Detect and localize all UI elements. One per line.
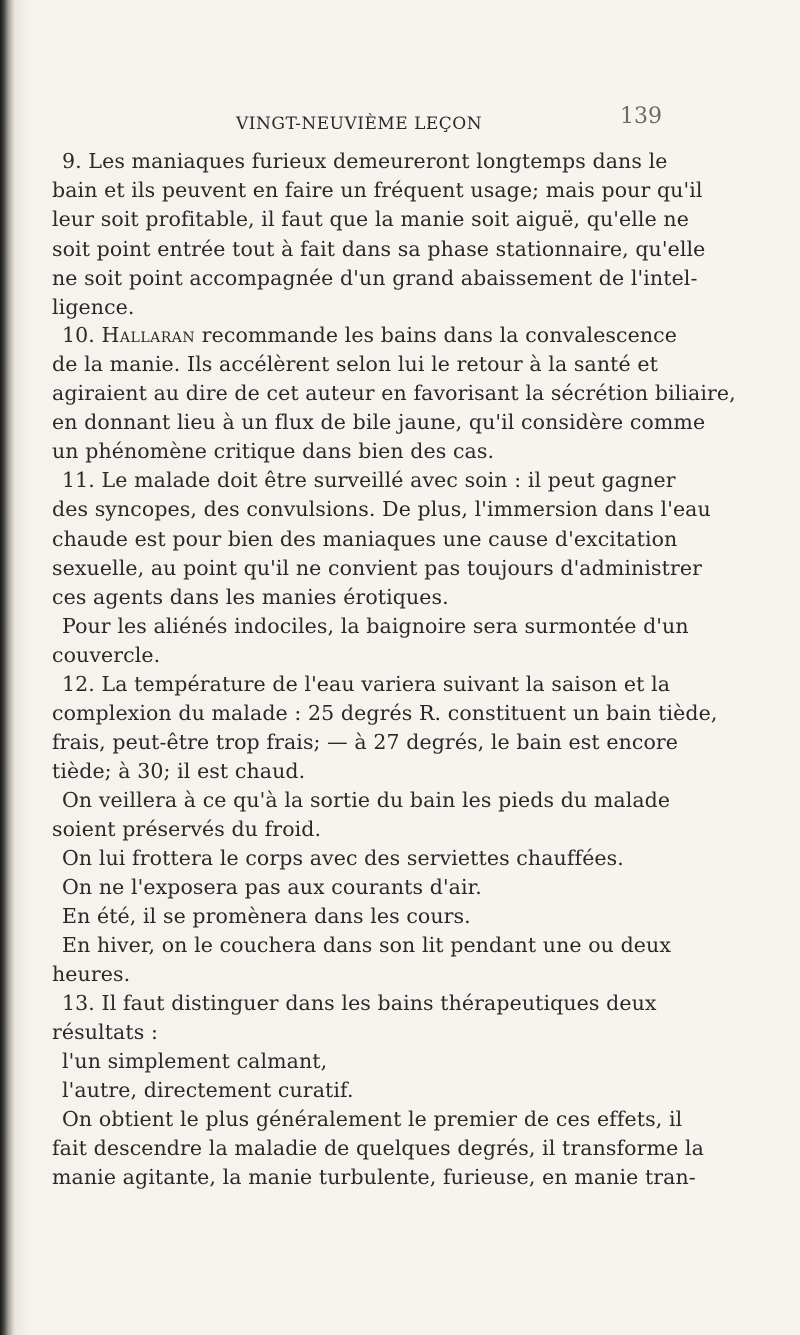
text-line: ligence.: [52, 295, 135, 319]
text-line: agiraient au dire de cet auteur en favorisant la sécrétion biliaire,: [52, 381, 736, 405]
text-line-hallaran: 10. Hallaran recommande les bains dans la convalescence: [62, 323, 677, 347]
text-line: On lui frottera le corps avec des serviettes chauffées.: [62, 846, 624, 870]
text-line: de la manie. Ils accélèrent selon lui le retour à la santé et: [52, 352, 658, 376]
text-line: bain et ils peuvent en faire un fréquent usage; mais pour qu'il: [52, 178, 703, 202]
text-line: Pour les aliénés indociles, la baignoire sera surmontée d'un: [62, 614, 689, 638]
text-line: fait descendre la maladie de quelques degrés, il transforme la: [52, 1136, 704, 1160]
text-line: sexuelle, au point qu'il ne convient pas toujours d'administrer: [52, 556, 702, 580]
binding-shadow: [0, 0, 14, 1335]
text-line: On obtient le plus généralement le premier de ces effets, il: [62, 1107, 683, 1131]
text-line: ces agents dans les manies érotiques.: [52, 585, 449, 609]
text-line: frais, peut-être trop frais; — à 27 degrés, le bain est encore: [52, 730, 679, 754]
text-line: un phénomène critique dans bien des cas.: [52, 439, 495, 463]
text-line-hallaran-rest: recommande les bains dans la convalescence: [195, 323, 677, 347]
text-line: On veillera à ce qu'à la sortie du bain les pieds du malade: [62, 788, 671, 812]
text-line: l'autre, directement curatif.: [62, 1078, 354, 1102]
author-name-hallaran: Hallaran: [101, 323, 196, 347]
text-line: soit point entrée tout à fait dans sa phase stationnaire, qu'elle: [52, 237, 706, 261]
running-title: VINGT-NEUVIÈME LEÇON: [236, 114, 483, 134]
text-line: En été, il se promènera dans les cours.: [62, 904, 471, 928]
text-line: ne soit point accompagnée d'un grand abaissement de l'intel-: [52, 266, 698, 290]
text-line: On ne l'exposera pas aux courants d'air.: [62, 875, 482, 899]
page-header: [0, 104, 800, 134]
text-line: tiède; à 30; il est chaud.: [52, 759, 306, 783]
page-number: 139: [620, 104, 662, 129]
text-line: 12. La température de l'eau variera suivant la saison et la: [62, 672, 671, 696]
text-line: manie agitante, la manie turbulente, furieuse, en manie tran-: [52, 1165, 696, 1189]
text-line: chaude est pour bien des maniaques une cause d'excitation: [52, 527, 678, 551]
text-line: des syncopes, des convulsions. De plus, l'immersion dans l'eau: [52, 497, 711, 521]
text-line: couvercle.: [52, 643, 161, 667]
text-line: soient préservés du froid.: [52, 817, 322, 841]
text-line: leur soit profitable, il faut que la manie soit aiguë, qu'elle ne: [52, 207, 689, 231]
text-line: l'un simplement calmant,: [62, 1049, 328, 1073]
text-line: complexion du malade : 25 degrés R. constituent un bain tiède,: [52, 701, 718, 725]
text-line: 13. Il faut distinguer dans les bains thérapeutiques deux: [62, 991, 657, 1015]
text-line: 9. Les maniaques furieux demeureront longtemps dans le: [62, 149, 668, 173]
text-line: résultats :: [52, 1020, 158, 1044]
text-line: En hiver, on le couchera dans son lit pendant une ou deux: [62, 933, 672, 957]
text-line: heures.: [52, 962, 131, 986]
text-line: en donnant lieu à un flux de bile jaune, qu'il considère comme: [52, 410, 706, 434]
text-line: 11. Le malade doit être surveillé avec soin : il peut gagner: [62, 468, 676, 492]
